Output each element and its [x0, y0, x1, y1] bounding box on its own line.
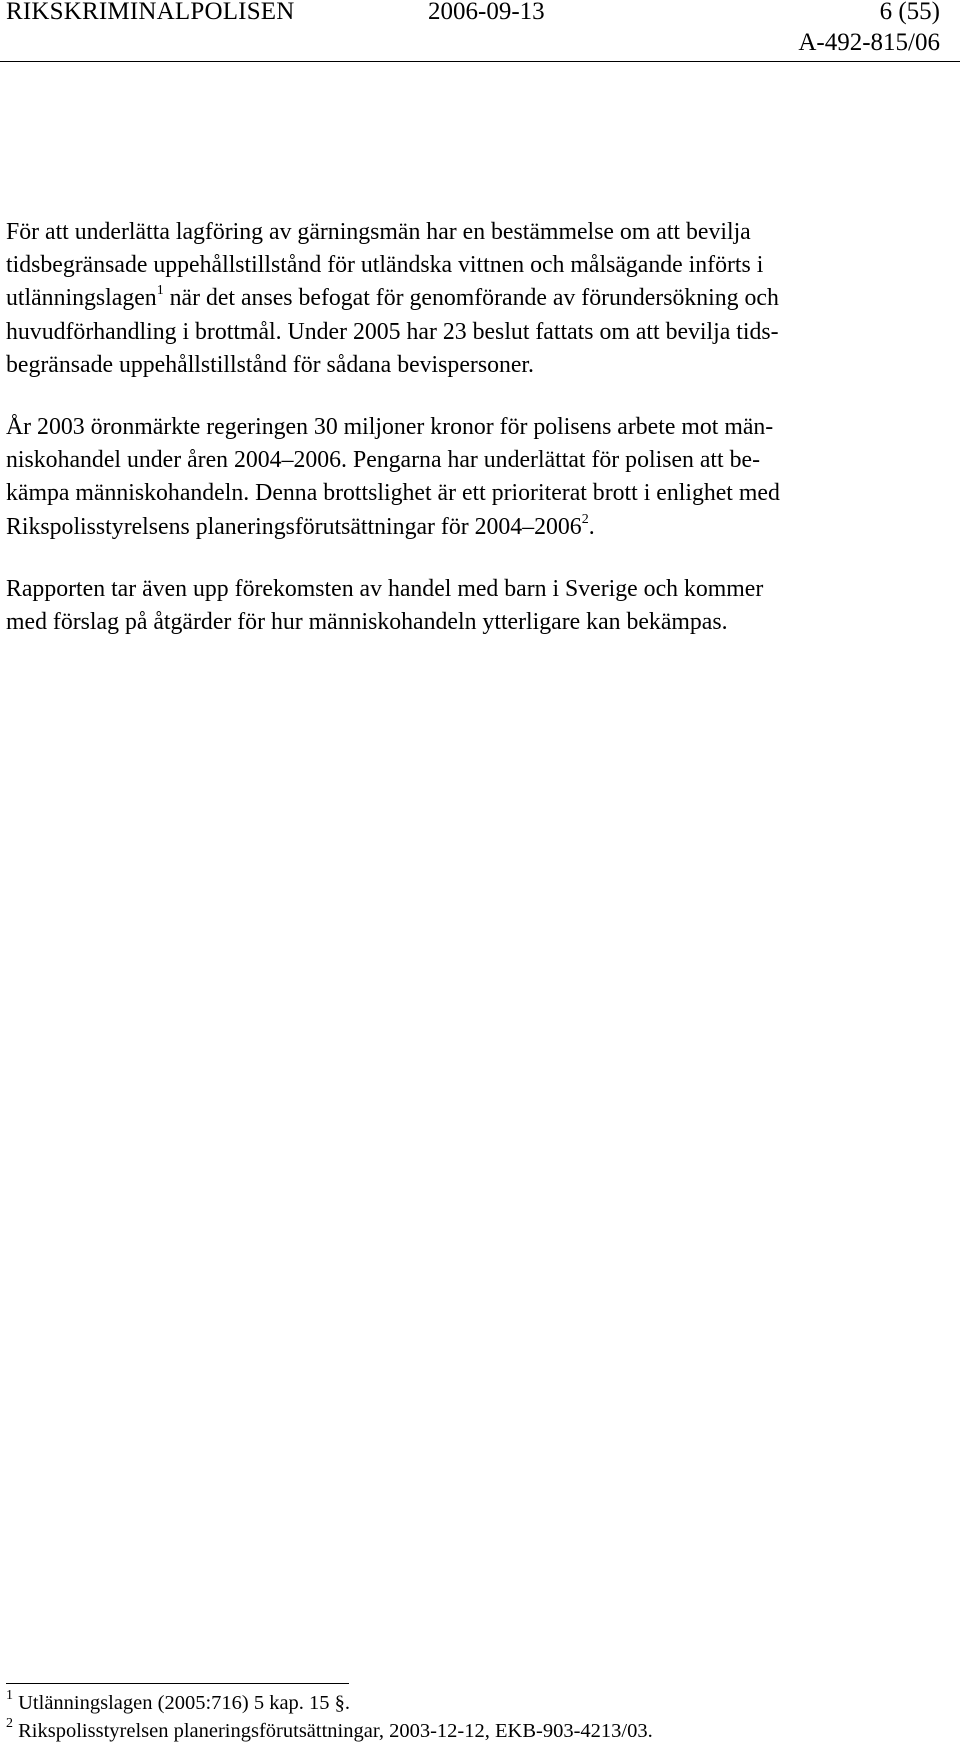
footnote-text: Utlänningslagen (2005:716) 5 kap. 15 §. — [13, 1692, 351, 1714]
paragraph-funding — [6, 411, 946, 544]
footnote-text: Rikspolisstyrelsen planeringsförutsättningar, 2003-12-12, EKB-903-4213/03. — [13, 1720, 653, 1742]
text-line-with-footnote-ref: Rikspolisstyrelsens planeringsförutsättningar för 2004–2006$^2$. — [6, 511, 595, 540]
footnote-number: 1 — [6, 1688, 13, 1704]
footnote-number: 2 — [6, 1716, 13, 1732]
paragraph-witness-permits — [6, 216, 946, 382]
text-line: För att underlätta lagföring av gärningsmän har en bestämmelse om att bevilja — [6, 219, 751, 245]
text-line: med förslag på åtgärder för hur människohandeln ytterligare kan bekämpas. — [6, 609, 728, 636]
footnote-ref-2: 2 — [581, 511, 589, 527]
header-page-number: 6 (55) — [879, 0, 940, 25]
footnote-ref-1: 1 — [156, 283, 164, 299]
text-line: begränsade uppehållstillstånd för sådana bevispersoner. — [6, 351, 534, 378]
header-reference-number: A-492-815/06 — [798, 29, 940, 56]
text-line: tidsbegränsade uppehållstillstånd för utländska vittnen och målsägande införts i — [6, 252, 764, 279]
text-line: kämpa människohandeln. Denna brottslighet är ett prioriterat brott i enlighet med — [6, 480, 780, 507]
document-body — [6, 216, 946, 668]
text-line: huvudförhandling i brottmål. Under 2005 har 23 beslut fattats om att bevilja tids- — [6, 318, 779, 345]
header-divider — [0, 61, 960, 62]
footnotes — [6, 1689, 946, 1745]
text-line: niskohandel under åren 2004–2006. Pengarna har underlättat för polisen att be- — [6, 447, 760, 474]
paragraph-report-scope — [6, 573, 946, 639]
footnote-separator — [6, 1683, 349, 1684]
page-header — [0, 0, 960, 64]
text-line: Rapporten tar även upp förekomsten av handel med barn i Sverige och kommer — [6, 575, 764, 602]
footnote-1 — [6, 1689, 946, 1717]
header-organization: RIKSKRIMINALPOLISEN — [6, 0, 295, 25]
header-date: 2006-09-13 — [428, 0, 545, 25]
text-line-with-footnote-ref: utlänningslagen$^1$ när det anses befogat för genomförande av förundersökning och — [6, 283, 779, 312]
footnote-2 — [6, 1717, 946, 1745]
text-line: År 2003 öronmärkte regeringen 30 miljoner kronor för polisens arbete mot män- — [6, 414, 774, 441]
